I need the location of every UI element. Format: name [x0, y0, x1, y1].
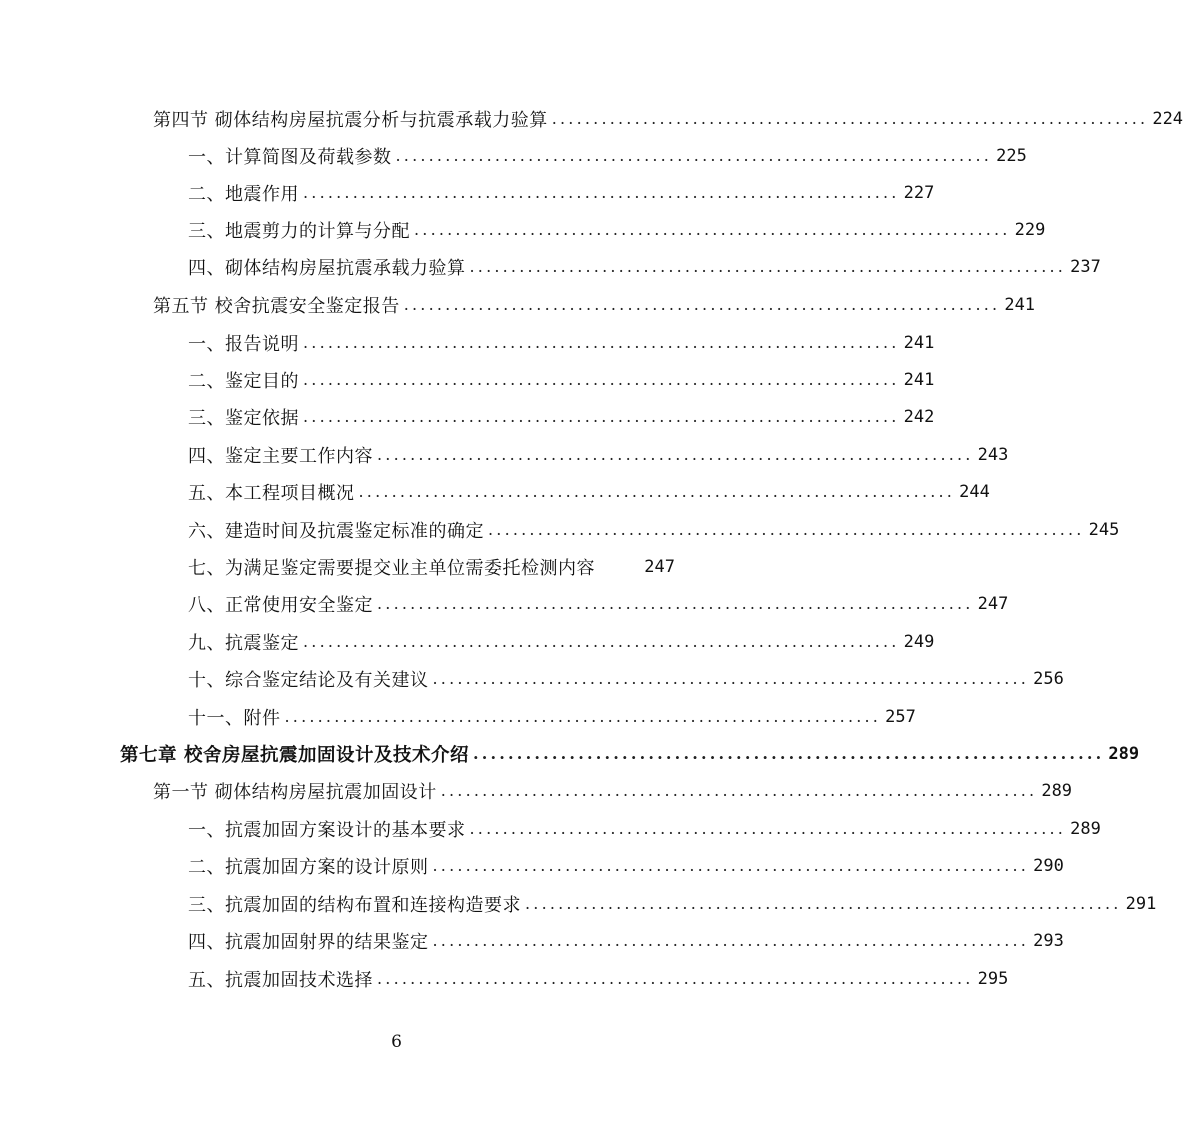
- toc-entry-title: 二、鉴定目的: [188, 370, 299, 392]
- toc-leader-dots: ........................................................................: [432, 856, 1030, 875]
- toc-entry-page: 289: [1070, 818, 1101, 839]
- toc-entry-page: 243: [977, 444, 1009, 465]
- toc-leader-dots: ........................................................................: [358, 482, 956, 501]
- toc-entry-title: 九、抗震鉴定: [188, 632, 299, 654]
- toc-entry-page: 291: [1125, 893, 1157, 914]
- toc-leader-dots: ........................................................................: [303, 370, 900, 389]
- toc-entry[interactable]: [188, 548, 675, 585]
- toc-entry-title: 三、抗震加固的结构布置和连接构造要求: [188, 894, 521, 916]
- toc-entry-title: 四、抗震加固射界的结果鉴定: [188, 931, 429, 953]
- toc-entry-page: 295: [977, 968, 1009, 989]
- toc-entry-title: 五、本工程项目概况: [188, 482, 355, 504]
- toc-entry-page: 227: [903, 182, 935, 203]
- toc-leader-dots: ........................................................................: [377, 445, 974, 464]
- toc-leader-dots: ........................................................................: [440, 781, 1038, 800]
- toc-leader-dots: ........................................................................: [469, 819, 1067, 838]
- toc-entry-page: 247: [644, 556, 675, 577]
- toc-entry-title: 第四节 砌体结构房屋抗震分析与抗震承载力验算: [153, 109, 548, 131]
- toc-leader-dots: ........................................................................: [303, 632, 900, 651]
- toc-entry[interactable]: [188, 698, 916, 735]
- toc-entry-title: 二、地震作用: [188, 183, 299, 205]
- toc-entry-title: 第七章 校舍房屋抗震加固设计及技术介绍: [120, 744, 469, 766]
- toc-entry-page: 244: [959, 481, 990, 502]
- toc-entry[interactable]: [188, 211, 1046, 248]
- toc-entry-page: 257: [885, 706, 916, 727]
- toc-leader-dots: ........................................................................: [525, 894, 1122, 913]
- toc-entry-page: 224: [1152, 108, 1183, 129]
- toc-entry[interactable]: [188, 137, 1027, 174]
- toc-entry-title: 一、计算简图及荷载参数: [188, 146, 392, 168]
- toc-leader-dots: ........................................................................: [414, 220, 1011, 239]
- toc-leader-dots: ........................................................................: [403, 295, 1001, 314]
- toc-entry[interactable]: [153, 286, 1036, 323]
- toc-leader-dots: ........................................................................: [432, 931, 1030, 950]
- toc-entry[interactable]: [188, 248, 1101, 285]
- toc-entry-page: 245: [1088, 519, 1120, 540]
- toc-entry-page: 290: [1033, 855, 1064, 876]
- toc-entry[interactable]: [188, 174, 935, 211]
- toc-entry[interactable]: [188, 810, 1101, 847]
- toc-entry-page: 289: [1108, 743, 1140, 764]
- toc-entry-title: 第一节 砌体结构房屋抗震加固设计: [153, 781, 437, 803]
- toc-entry-title: 一、抗震加固方案设计的基本要求: [188, 819, 466, 841]
- toc-leader-dots: ........................................................................: [469, 257, 1067, 276]
- toc-entry[interactable]: [188, 585, 1009, 622]
- toc-entry-page: 241: [903, 369, 935, 390]
- toc-chapter-entry[interactable]: [120, 735, 1140, 772]
- toc-entry[interactable]: [188, 922, 1064, 959]
- toc-entry-page: 237: [1070, 256, 1101, 277]
- toc-leader-dots: ........................................................................: [303, 183, 900, 202]
- toc-entry-page: 289: [1041, 780, 1073, 801]
- toc-entry-page: 256: [1033, 668, 1064, 689]
- toc-entry-title: 六、建造时间及抗震鉴定标准的确定: [188, 520, 484, 542]
- toc-entry[interactable]: [188, 361, 935, 398]
- toc-entry-page: 241: [903, 332, 935, 353]
- toc-entry-title: 第五节 校舍抗震安全鉴定报告: [153, 295, 400, 317]
- toc-entry-title: 一、报告说明: [188, 333, 299, 355]
- toc-entry[interactable]: [188, 324, 935, 361]
- toc-entry[interactable]: [188, 960, 1009, 997]
- toc-entry-title: 四、鉴定主要工作内容: [188, 445, 373, 467]
- page-number: 6: [391, 1032, 402, 1052]
- toc-entry[interactable]: [188, 398, 935, 435]
- toc-entry-page: 229: [1014, 219, 1046, 240]
- toc-entry-title: 五、抗震加固技术选择: [188, 969, 373, 991]
- toc-leader-dots: ........................................................................: [284, 707, 882, 726]
- toc-leader-dots: ........................................................................: [303, 333, 900, 352]
- toc-entry-title: 十一、附件: [188, 707, 281, 729]
- toc-entry-title: 三、鉴定依据: [188, 407, 299, 429]
- toc-entry[interactable]: [153, 100, 1183, 137]
- toc-entry-page: 247: [977, 593, 1009, 614]
- toc-entry-page: 249: [903, 631, 935, 652]
- toc-entry[interactable]: [188, 473, 990, 510]
- toc-entry[interactable]: [188, 847, 1064, 884]
- toc-leader-dots: ........................................................................: [395, 146, 993, 165]
- toc-entry-title: 二、抗震加固方案的设计原则: [188, 856, 429, 878]
- toc-leader-dots: ........................................................................: [488, 520, 1085, 539]
- toc-leader-dots: ........................................................................: [377, 594, 974, 613]
- toc-entry[interactable]: [188, 660, 1064, 697]
- toc-leader-dots: ........................................................................: [551, 109, 1149, 128]
- toc-entry-page: 241: [1004, 294, 1036, 315]
- toc-entry-title: 七、为满足鉴定需要提交业主单位需委托检测内容: [188, 557, 595, 579]
- toc-entry[interactable]: [188, 436, 1009, 473]
- toc-entry-title: 三、地震剪力的计算与分配: [188, 220, 410, 242]
- toc-leader-dots: ........................................................................: [303, 407, 900, 426]
- toc-entry[interactable]: [188, 885, 1157, 922]
- toc-entry-title: 八、正常使用安全鉴定: [188, 594, 373, 616]
- toc-leader-dots: ........................................................................: [472, 744, 1105, 763]
- toc-entry[interactable]: [188, 623, 935, 660]
- toc-entry[interactable]: [188, 511, 1120, 548]
- toc-entry-title: 十、综合鉴定结论及有关建议: [188, 669, 429, 691]
- toc-entry-page: 242: [903, 406, 935, 427]
- toc-entry[interactable]: [153, 772, 1073, 809]
- toc-leader-dots: ........................................................................: [432, 669, 1030, 688]
- toc-entry-page: 225: [996, 145, 1027, 166]
- toc-leader-dots: ........................................................................: [377, 969, 974, 988]
- toc-entry-title: 四、砌体结构房屋抗震承载力验算: [188, 257, 466, 279]
- toc-entry-page: 293: [1033, 930, 1064, 951]
